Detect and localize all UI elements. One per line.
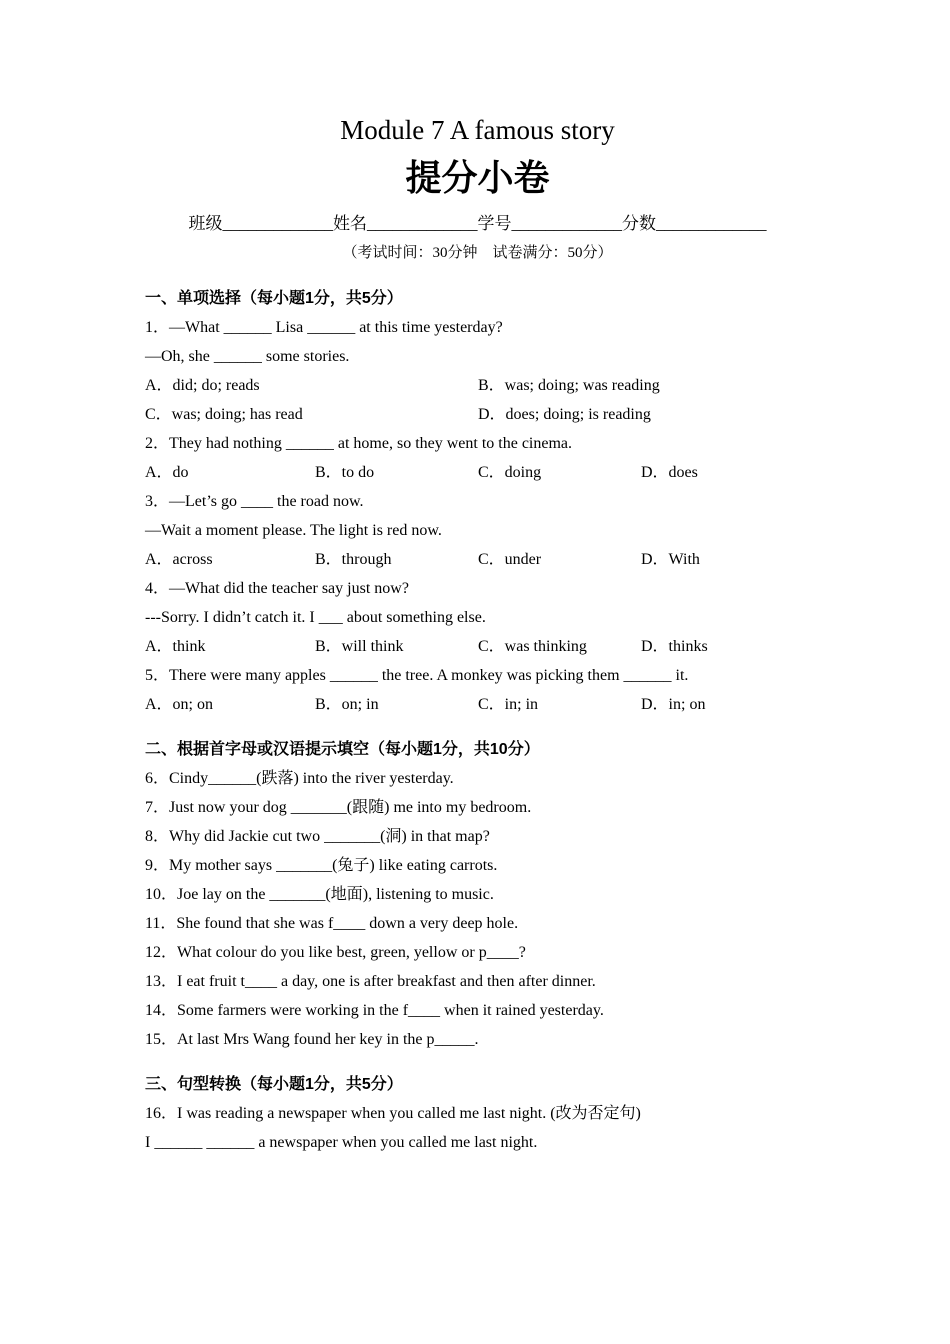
exam-note: （考试时间：30分钟 试卷满分：50分） <box>342 245 613 261</box>
question-3-line-1: 3．—Let’s go ____ the road now. <box>145 493 364 510</box>
question-3-option-a: A．across <box>145 551 213 568</box>
score-field <box>622 210 767 238</box>
question-4-option-b: B．will think <box>315 638 404 655</box>
question-11: 11．She found that she was f____ down a very deep hole. <box>145 915 519 932</box>
paper-subtitle: 提分小卷 <box>405 157 550 198</box>
question-1-options <box>145 371 810 429</box>
question-8: 8．Why did Jackie cut two _______(洞) in that map? <box>145 828 490 845</box>
name-field <box>333 210 478 238</box>
score-blank: _____________ <box>656 214 767 233</box>
question-4-line-1: 4．—What did the teacher say just now? <box>145 580 409 597</box>
question-3-line-2: —Wait a moment please. The light is red now. <box>145 522 442 539</box>
question-5-option-d: D．in; on <box>641 696 706 713</box>
question-2-option-d: D．does <box>641 464 698 481</box>
class-label: 班级 <box>188 214 223 233</box>
section-3-heading: 三、句型转换（每小题1分，共5分） <box>145 1076 403 1093</box>
question-1-option-d: D．does; doing; is reading <box>478 406 651 423</box>
question-7: 7．Just now your dog _______(跟随) me into my bedroom. <box>145 799 532 816</box>
question-1 <box>145 313 810 429</box>
question-5-line-1: 5．There were many apples ______ the tree. A monkey was picking them ______ it. <box>145 667 689 684</box>
question-9: 9．My mother says _______(兔子) like eating carrots. <box>145 857 498 874</box>
name-label: 姓名 <box>333 214 367 233</box>
question-5-options <box>145 690 810 719</box>
class-blank: _____________ <box>222 214 333 233</box>
question-1-option-c: C．was; doing; has read <box>145 406 303 423</box>
question-1-option-b: B．was; doing; was reading <box>478 377 660 394</box>
question-5 <box>145 661 810 719</box>
question-5-option-b: B．on; in <box>315 696 379 713</box>
question-4-options <box>145 632 810 661</box>
paper-title: Module 7 A famous story <box>340 115 615 145</box>
question-2-options <box>145 458 810 487</box>
question-5-option-c: C．in; in <box>478 696 539 713</box>
question-13: 13．I eat fruit t____ a day, one is after breakfast and then after dinner. <box>145 973 596 990</box>
question-1-option-a: A．did; do; reads <box>145 377 260 394</box>
question-15: 15．At last Mrs Wang found her key in the p_____. <box>145 1031 479 1048</box>
section-fill-blanks <box>145 735 810 1054</box>
section-sentence-transformation <box>145 1070 810 1157</box>
question-2-line-1: 2．They had nothing ______ at home, so they went to the cinema. <box>145 435 573 452</box>
section-1-heading: 一、单项选择（每小题1分，共5分） <box>145 290 403 307</box>
question-4-line-2: ---Sorry. I didn’t catch it. I ___ about something else. <box>145 609 486 626</box>
question-4 <box>145 574 810 661</box>
question-3-option-d: D．With <box>641 551 700 568</box>
question-1-line-1: 1．—What ______ Lisa ______ at this time yesterday? <box>145 319 503 336</box>
question-3-option-c: C．under <box>478 551 542 568</box>
question-2-option-b: B．to do <box>315 464 375 481</box>
question-4-option-c: C．was thinking <box>478 638 587 655</box>
section-2-heading: 二、根据首字母或汉语提示填空（每小题1分，共10分） <box>145 741 540 758</box>
question-4-option-d: D．thinks <box>641 638 708 655</box>
question-4-option-a: A．think <box>145 638 206 655</box>
question-16-line-2: I ______ ______ a newspaper when you called me last night. <box>145 1134 538 1151</box>
question-2-option-c: C．doing <box>478 464 542 481</box>
student-info-line <box>145 210 810 238</box>
question-6: 6．Cindy______(跌落) into the river yesterday. <box>145 770 454 787</box>
class-field <box>189 210 334 238</box>
question-2-option-a: A．do <box>145 464 189 481</box>
question-10: 10．Joe lay on the _______(地面), listening to music. <box>145 886 494 903</box>
question-14: 14．Some farmers were working in the f____ when it rained yesterday. <box>145 1002 604 1019</box>
question-12: 12．What colour do you like best, green, yellow or p____? <box>145 944 526 961</box>
question-1-line-2: —Oh, she ______ some stories. <box>145 348 350 365</box>
question-3 <box>145 487 810 574</box>
number-field <box>478 210 623 238</box>
question-5-option-a: A．on; on <box>145 696 214 713</box>
question-2 <box>145 429 810 487</box>
score-label: 分数 <box>622 214 656 233</box>
section-multiple-choice <box>145 284 810 719</box>
question-16-line-1: 16．I was reading a newspaper when you called me last night. (改为否定句) <box>145 1105 641 1122</box>
name-blank: _____________ <box>367 214 478 233</box>
number-blank: _____________ <box>511 214 622 233</box>
question-3-option-b: B．through <box>315 551 392 568</box>
number-label: 学号 <box>477 214 512 233</box>
question-3-options <box>145 545 810 574</box>
